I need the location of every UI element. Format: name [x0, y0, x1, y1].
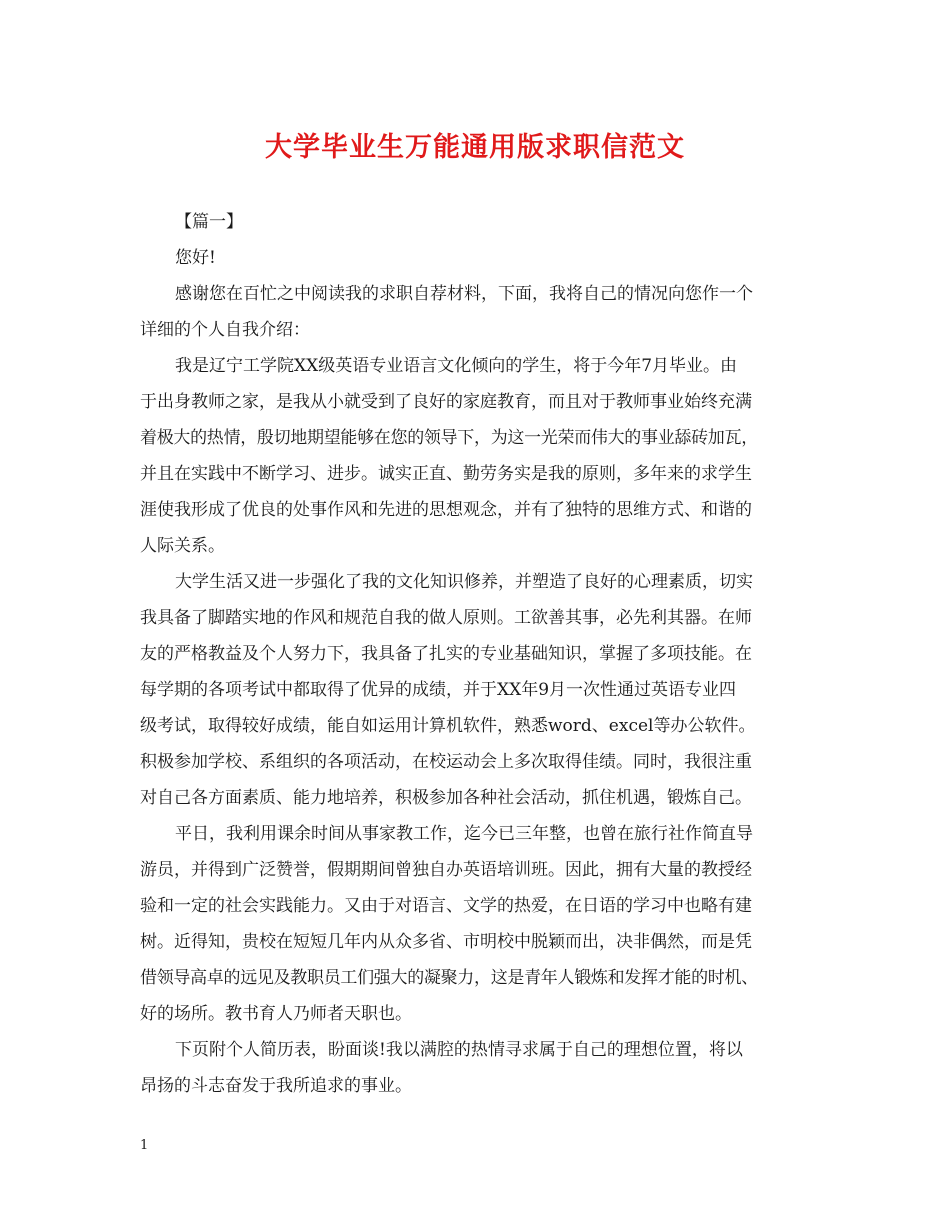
text-line: 级考试，取得较好成绩，能自如运用计算机软件，熟悉word、excel等办公软件。	[140, 716, 756, 736]
text-line: 验和一定的社会实践能力。又由于对语言、文学的热爱，在日语的学习中也略有建	[140, 896, 752, 916]
text-line: 下页附个人简历表，盼面谈!我以满腔的热情寻求属于自己的理想位置，将以	[175, 1040, 743, 1060]
text-line: 对自己各方面素质、能力地培养，积极参加各种社会活动，抓住机遇，锻炼自己。	[140, 788, 752, 808]
text-line: 我具备了脚踏实地的作风和规范自我的做人原则。工欲善其事，必先利其器。在师	[140, 608, 752, 628]
document-title: 大学毕业生万能通用版求职信范文	[265, 132, 685, 163]
text-line-section-heading: 【篇一】	[175, 212, 243, 232]
text-line: 着极大的热情，殷切地期望能够在您的领导下，为这一光荣而伟大的事业舔砖加瓦，	[140, 428, 758, 448]
text-line: 涯使我形成了优良的处事作风和先进的思想观念，并有了独特的思维方式、和谐的	[140, 500, 752, 520]
text-line: 并且在实践中不断学习、进步。诚实正直、勤劳务实是我的原则，多年来的求学生	[140, 464, 752, 484]
text-line: 我是辽宁工学院XX级英语专业语言文化倾向的学生，将于今年7月毕业。由	[175, 356, 738, 376]
text-line: 感谢您在百忙之中阅读我的求职自荐材料，下面，我将自己的情况向您作一个	[175, 284, 753, 304]
text-line: 友的严格教益及个人努力下，我具备了扎实的专业基础知识，掌握了多项技能。在	[140, 644, 752, 664]
text-line: 好的场所。教书育人乃师者天职也。	[140, 1004, 412, 1024]
text-line: 大学生活又进一步强化了我的文化知识修养，并塑造了良好的心理素质，切实	[175, 572, 753, 592]
text-line: 人际关系。	[140, 536, 225, 556]
text-line: 树。近得知，贵校在短短几年内从众多省、市明校中脱颖而出，决非偶然，而是凭	[140, 932, 752, 952]
text-line: 详细的个人自我介绍：	[140, 320, 310, 340]
page-number: 1	[140, 1138, 149, 1153]
text-line: 积极参加学校、系组织的各项活动，在校运动会上多次取得佳绩。同时，我很注重	[140, 752, 752, 772]
text-line: 于出身教师之家，是我从小就受到了良好的家庭教育，而且对于教师事业始终充满	[140, 392, 752, 412]
text-line: 每学期的各项考试中都取得了优异的成绩，并于XX年9月一次性通过英语专业四	[140, 680, 737, 700]
text-line: 昂扬的斗志奋发于我所追求的事业。	[140, 1076, 412, 1096]
text-line-greeting: 您好!	[175, 248, 216, 268]
text-line: 借领导高卓的远见及教职员工们强大的凝聚力，这是青年人锻炼和发挥才能的时机、	[140, 968, 758, 988]
document-body	[140, 204, 812, 1104]
text-line: 平日，我利用课余时间从事家教工作，迄今已三年整，也曾在旅行社作简直导	[175, 824, 753, 844]
text-line: 游员，并得到广泛赞誉，假期期间曾独自办英语培训班。因此，拥有大量的教授经	[140, 860, 752, 880]
